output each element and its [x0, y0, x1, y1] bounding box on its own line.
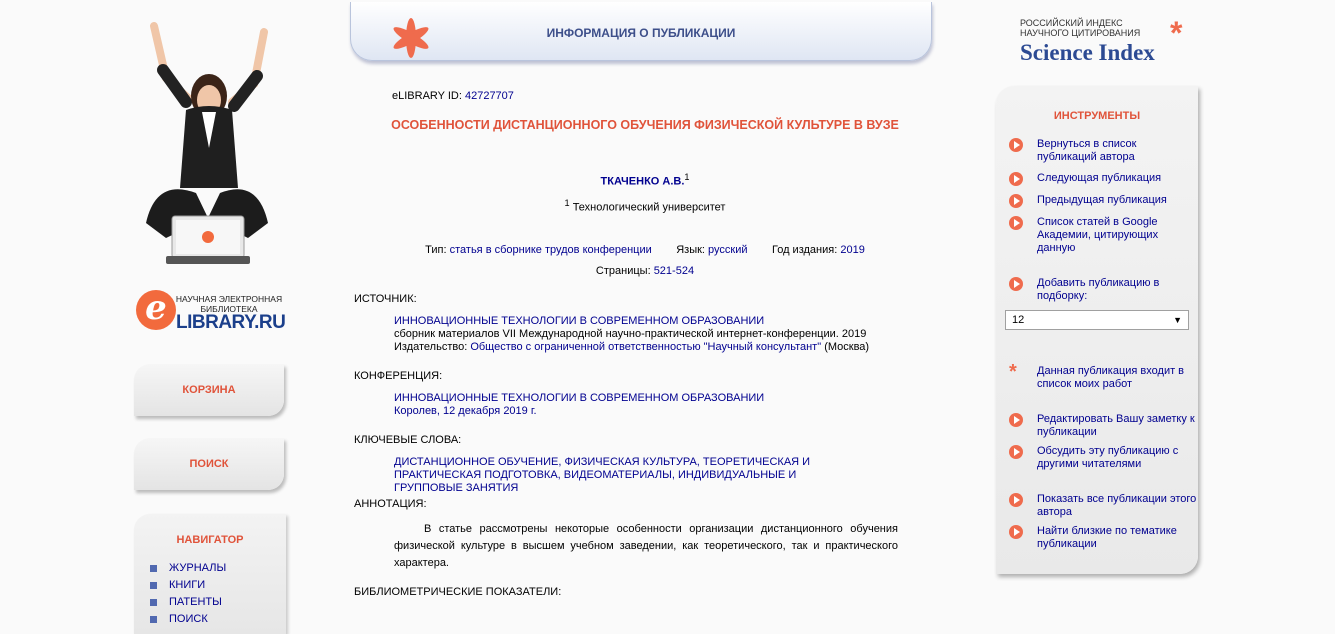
arrow-right-icon — [1009, 194, 1023, 208]
arrow-right-icon — [1009, 413, 1023, 427]
elibrary-logo[interactable] — [136, 290, 286, 340]
pages-value: 521-524 — [653, 265, 695, 277]
next-publication[interactable]: Следующая публикация — [1009, 172, 1197, 185]
cart-button[interactable]: КОРЗИНА — [134, 364, 284, 416]
navigator-title: НАВИГАТОР — [176, 534, 244, 546]
affiliation: $^1$ Технологический университет — [564, 198, 726, 214]
year-value: 2019 — [840, 244, 865, 256]
language-value: русский — [708, 244, 748, 256]
source-label: ИСТОЧНИК: — [354, 293, 417, 305]
arrow-right-icon — [1009, 445, 1023, 459]
keywords-list[interactable]: ДИСТАНЦИОННОЕ ОБУЧЕНИЕ, ФИЗИЧЕСКАЯ КУЛЬТУРА, ТЕОРЕТИЧЕСКАЯ И ПРАКТИЧЕСКАЯ ПОДГОТОВКА, ВИДЕОМАТЕРИАЛЫ, ИНДИВИДУАЛЬНЫЕ И ГРУППОВЫЕ ЗАНЯТИЯ — [394, 456, 811, 494]
hero-illustration — [136, 18, 276, 268]
page-title: ИНФОРМАЦИЯ О ПУБЛИКАЦИИ — [546, 26, 736, 40]
arrow-right-icon — [1009, 138, 1023, 152]
asterisk-icon: * — [1009, 361, 1017, 383]
add-to-selection[interactable]: Добавить публикацию в подборку: — [1009, 277, 1197, 303]
arrow-right-icon — [1009, 525, 1023, 539]
elibrary-logo-caption: НАУЧНАЯ ЭЛЕКТРОННАЯ БИБЛИОТЕКА — [175, 294, 283, 314]
nav-item-patents[interactable]: ПАТЕНТЫ — [150, 594, 286, 611]
arrow-right-icon — [1009, 493, 1023, 507]
nav-item-journals[interactable]: ЖУРНАЛЫ — [150, 560, 286, 577]
previous-publication[interactable]: Предыдущая публикация — [1009, 194, 1197, 207]
bullet-icon — [150, 599, 157, 606]
conference-label: КОНФЕРЕНЦИЯ: — [354, 370, 443, 382]
bullet-icon — [150, 565, 157, 572]
arrow-right-icon — [1009, 172, 1023, 186]
author[interactable]: ТКАЧЕНКО А.В.$^1$ — [600, 172, 690, 188]
similar-publications[interactable]: Найти близкие по тематике публикации — [1009, 525, 1197, 551]
all-author-publications[interactable]: Показать все публикации этого автора — [1009, 493, 1197, 519]
navigator-panel — [134, 514, 286, 634]
tools-title: ИНСТРУМЕНТЫ — [1053, 110, 1141, 122]
chevron-down-icon: ▼ — [1173, 315, 1182, 325]
pages-line: Страницы: 521-524 — [595, 265, 695, 277]
asterisk-icon: * — [1170, 15, 1183, 51]
publication-meta: Тип: статья в сборнике трудов конференции Язык: русский Год издания: 2019 — [425, 244, 865, 256]
nav-item-books[interactable]: КНИГИ — [150, 577, 286, 594]
header-banner — [350, 2, 932, 61]
elibrary-id-value[interactable]: 42727707 — [464, 90, 514, 102]
conference-block — [394, 392, 764, 418]
selection-dropdown[interactable]: 12 ▼ — [1005, 310, 1189, 330]
science-index-caption: РОССИЙСКИЙ ИНДЕКС НАУЧНОГО ЦИТИРОВАНИЯ — [1020, 18, 1141, 38]
publication-title: ОСОБЕННОСТИ ДИСТАНЦИОННОГО ОБУЧЕНИЯ ФИЗИЧЕСКОЙ КУЛЬТУРЕ В ВУЗЕ — [391, 118, 899, 132]
conference-place: Королев, 12 декабря 2019 г. — [394, 405, 537, 417]
source-block: ИННОВАЦИОННЫЕ ТЕХНОЛОГИИ В СОВРЕМЕННОМ ОБРАЗОВАНИИ сборник материалов VII Международной научно-практической интернет-конференции. 2019 Издательство: Общество с ограниченной ответственностью "Научный консультант" (Москва) — [394, 315, 870, 353]
discuss-publication[interactable]: Обсудить эту публикацию с другими читателями — [1009, 445, 1197, 471]
source-title-link[interactable]: ИННОВАЦИОННЫЕ ТЕХНОЛОГИИ В СОВРЕМЕННОМ ОБРАЗОВАНИИ — [394, 315, 765, 327]
arrow-right-icon — [1009, 277, 1023, 291]
type-value: статья в сборнике трудов конференции — [449, 244, 652, 256]
abstract-label: АННОТАЦИЯ: — [354, 498, 427, 510]
elibrary-logo-mark: e — [136, 290, 176, 330]
search-button[interactable]: ПОИСК — [134, 438, 284, 490]
back-to-author-list[interactable]: Вернуться в список публикаций автора — [1009, 138, 1197, 164]
bullet-icon — [150, 582, 157, 589]
in-my-works-note: * Данная публикация входит в список моих работ — [1009, 361, 1185, 390]
bibliometrics-label: БИБЛИОМЕТРИЧЕСКИЕ ПОКАЗАТЕЛИ: — [354, 586, 562, 598]
source-subtitle: сборник материалов VII Международной научно-практической интернет-конференции. 2019 — [394, 328, 867, 340]
nav-item-search[interactable]: ПОИСК — [150, 611, 286, 628]
elibrary-logo-wordmark: LIBRARY.RU — [176, 312, 286, 333]
arrow-right-icon — [1009, 216, 1023, 230]
keywords-label: КЛЮЧЕВЫЕ СЛОВА: — [354, 434, 462, 446]
edit-note[interactable]: Редактировать Вашу заметку к публикации — [1009, 413, 1197, 439]
google-scholar-citing[interactable]: Список статей в Google Академии, цитирующих данную — [1009, 216, 1197, 255]
publisher-link[interactable]: Общество с ограниченной ответственностью "Научный консультант" — [470, 341, 822, 353]
science-index-wordmark: Science Index — [1020, 40, 1155, 65]
science-index-logo[interactable] — [1020, 15, 1200, 68]
conference-title-link[interactable]: ИННОВАЦИОННЫЕ ТЕХНОЛОГИИ В СОВРЕМЕННОМ ОБРАЗОВАНИИ — [394, 392, 765, 404]
elibrary-id: eLIBRARY ID: 42727707 — [392, 90, 514, 102]
abstract-text: В статье рассмотрены некоторые особенности организации дистанционного обучения физической культуре в высшем учебном заведении, как теоретического, так и практического характера. — [394, 523, 898, 569]
